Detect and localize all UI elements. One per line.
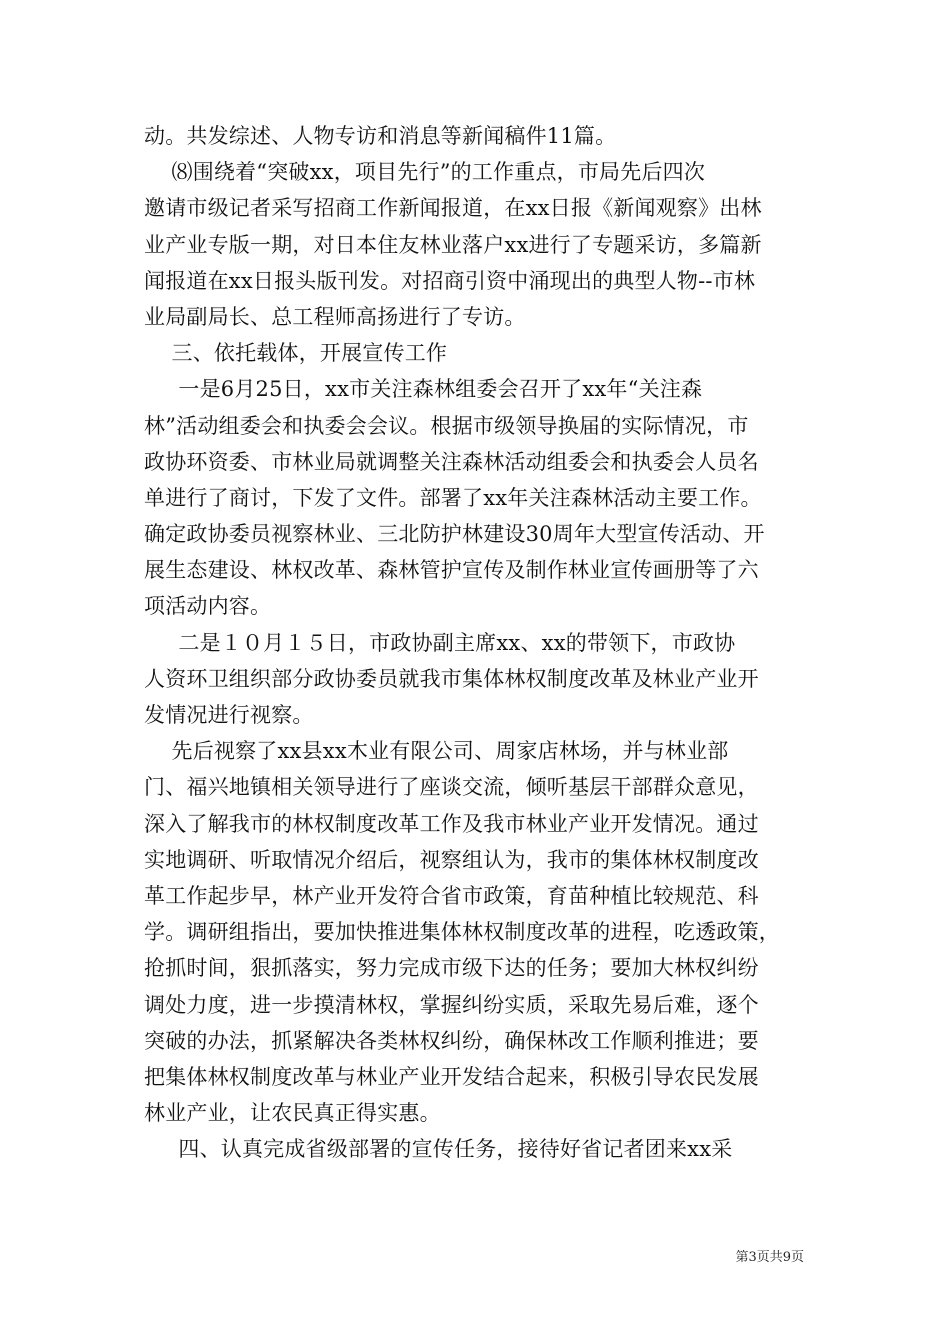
- text-line: 单进行了商讨，下发了文件。部署了xx年关注森林活动主要工作。: [144, 485, 762, 510]
- text-line: 项活动内容。: [144, 594, 272, 619]
- text-line: 人资环卫组织部分政协委员就我市集体林权制度改革及林业产业开: [144, 666, 759, 691]
- text-line: 邀请市级记者采写招商工作新闻报道，在xx日报《新闻观察》出林: [144, 196, 762, 221]
- text-line: 革工作起步早，林产业开发符合省市政策，育苗种植比较规范、科: [144, 883, 759, 908]
- text-line: 闻报道在xx日报头版刊发。对招商引资中涌现出的典型人物--市林: [144, 268, 756, 293]
- text-line: 三、依托载体，开展宣传工作: [144, 341, 448, 366]
- text-line: ⑻围绕着“突破xx，项目先行”的工作重点，市局先后四次: [144, 160, 706, 185]
- text-line: 把集体林权制度改革与林业产业开发结合起来，积极引导农民发展: [144, 1064, 759, 1089]
- text-line: 学。调研组指出，要加快推进集体林权制度改革的进程，吃透政策，: [144, 920, 780, 945]
- text-line: 一是6月25日，xx市关注森林组委会召开了xx年“关注森: [144, 377, 703, 402]
- text-line: 门、福兴地镇相关领导进行了座谈交流，倾听基层干部群众意见，: [144, 775, 759, 800]
- page-number-footer: 第3页共9页: [735, 1250, 804, 1265]
- text-line: 政协环资委、市林业局就调整关注森林活动组委会和执委会人员名: [144, 449, 759, 474]
- text-line: 发情况进行视察。: [144, 703, 314, 727]
- text-line: 四、认真完成省级部署的宣传任务，接待好省记者团来xx采: [144, 1137, 733, 1162]
- text-line: 林业产业，让农民真正得实惠。: [144, 1101, 441, 1126]
- text-line: 林”活动组委会和执委会会议。根据市级领导换届的实际情况，市: [144, 413, 749, 438]
- text-line: 动。共发综述、人物专访和消息等新闻稿件11篇。: [144, 124, 617, 148]
- document-body: [144, 118, 816, 1167]
- text-line: 业产业专版一期，对日本住友林业落户xx进行了专题采访，多篇新: [144, 232, 762, 257]
- text-line: 深入了解我市的林权制度改革工作及我市林业产业开发情况。通过: [144, 811, 759, 836]
- text-line: 先后视察了xx县xx木业有限公司、周家店林场，并与林业部: [144, 739, 729, 764]
- text-line: 实地调研、听取情况介绍后，视察组认为，我市的集体林权制度改: [144, 847, 759, 872]
- text-line: 突破的办法，抓紧解决各类林权纠纷，确保林改工作顺利推进；要: [144, 1028, 759, 1053]
- text-line: 调处力度，进一步摸清林权，掌握纠纷实质，采取先易后难，逐个: [144, 992, 759, 1017]
- text-line: 二是１０月１５日，市政协副主席xx、xx的带领下，市政协: [144, 630, 736, 655]
- text-line: 展生态建设、林权改革、森林管护宣传及制作林业宣传画册等了六: [144, 558, 759, 583]
- text-line: 业局副局长、总工程师高扬进行了专访。: [144, 304, 526, 329]
- text-line: 抢抓时间，狠抓落实，努力完成市级下达的任务；要加大林权纠纷: [144, 956, 759, 981]
- text-line: 确定政协委员视察林业、三北防护林建设30周年大型宣传活动、开: [144, 522, 765, 547]
